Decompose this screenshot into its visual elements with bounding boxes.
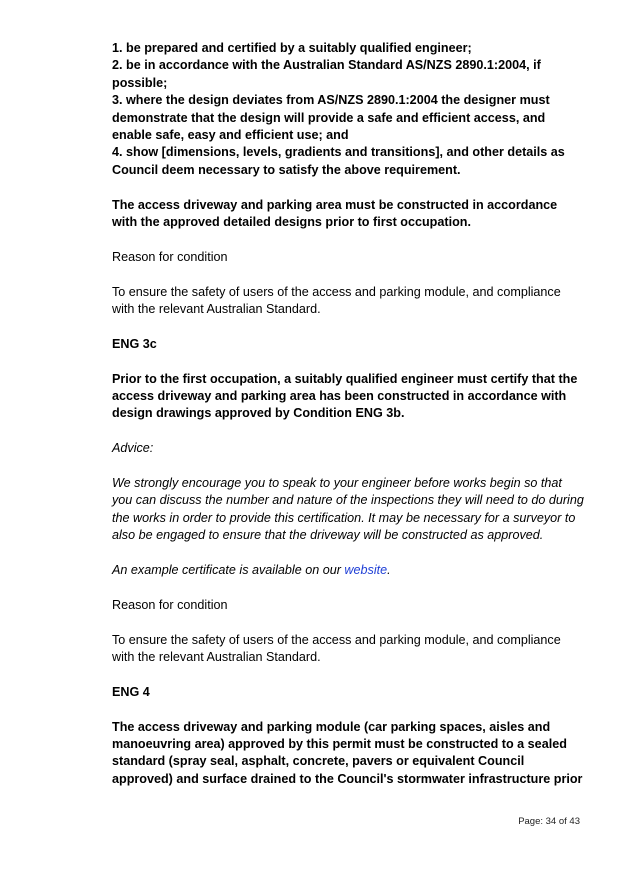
page-number: Page: 34 of 43 xyxy=(518,816,580,827)
certificate-prefix: An example certificate is available on our xyxy=(112,563,345,578)
website-link[interactable]: website xyxy=(344,563,388,578)
reason-heading: Reason for condition xyxy=(112,597,228,612)
list-item-1: 1. be prepared and certified by a suitably qualified engineer; xyxy=(112,41,472,55)
reason-text: To ensure the safety of users of the access and parking module, and compliance with the relevant Australian Standard. xyxy=(112,632,561,665)
construct-statement: The access driveway and parking area must be constructed in accordance with the approved detailed designs prior to first occupation. xyxy=(112,197,558,230)
reason-text: To ensure the safety of users of the access and parking module, and compliance with the relevant Australian Standard. xyxy=(112,284,561,317)
eng3c-text: Prior to the first occupation, a suitably qualified engineer must certify that the access driveway and parking area has been constructed in accordance with design drawings approved by Condition ENG 3b. xyxy=(112,371,578,421)
reason-heading: Reason for condition xyxy=(112,249,228,264)
list-item-3: 3. where the design deviates from AS/NZS 2890.1:2004 the designer must demonstrate that the design will provide a safe and efficient access, and enable safe, easy and efficient use; and xyxy=(112,93,550,143)
eng4-text: The access driveway and parking module (car parking spaces, aisles and manoeuvring area) approved by this permit must be constructed to a sealed standard (spray seal, asphalt, concrete, pavers or equivalent Council approved) and surface drained to the Council's stormwater infrastructure prior xyxy=(112,719,583,786)
list-item-4: 4. show [dimensions, levels, gradients and transitions], and other details as Council deem necessary to satisfy the above requirement. xyxy=(112,145,565,177)
certificate-line xyxy=(112,562,584,579)
eng3c-heading: ENG 3c xyxy=(112,336,157,351)
list-item-2: 2. be in accordance with the Australian Standard AS/NZS 2890.1:2004, if possible; xyxy=(112,58,541,90)
page-content xyxy=(112,40,584,788)
advice-text: We strongly encourage you to speak to your engineer before works begin so that you can discuss the number and nature of the inspections they will need to do during the works in order to provide this certification. It may be necessary for a surveyor to also be engaged to ensure that the driveway will be constructed as approved. xyxy=(112,476,584,543)
certificate-suffix: . xyxy=(387,563,391,578)
advice-label: Advice: xyxy=(112,441,154,456)
eng4-heading: ENG 4 xyxy=(112,684,150,699)
